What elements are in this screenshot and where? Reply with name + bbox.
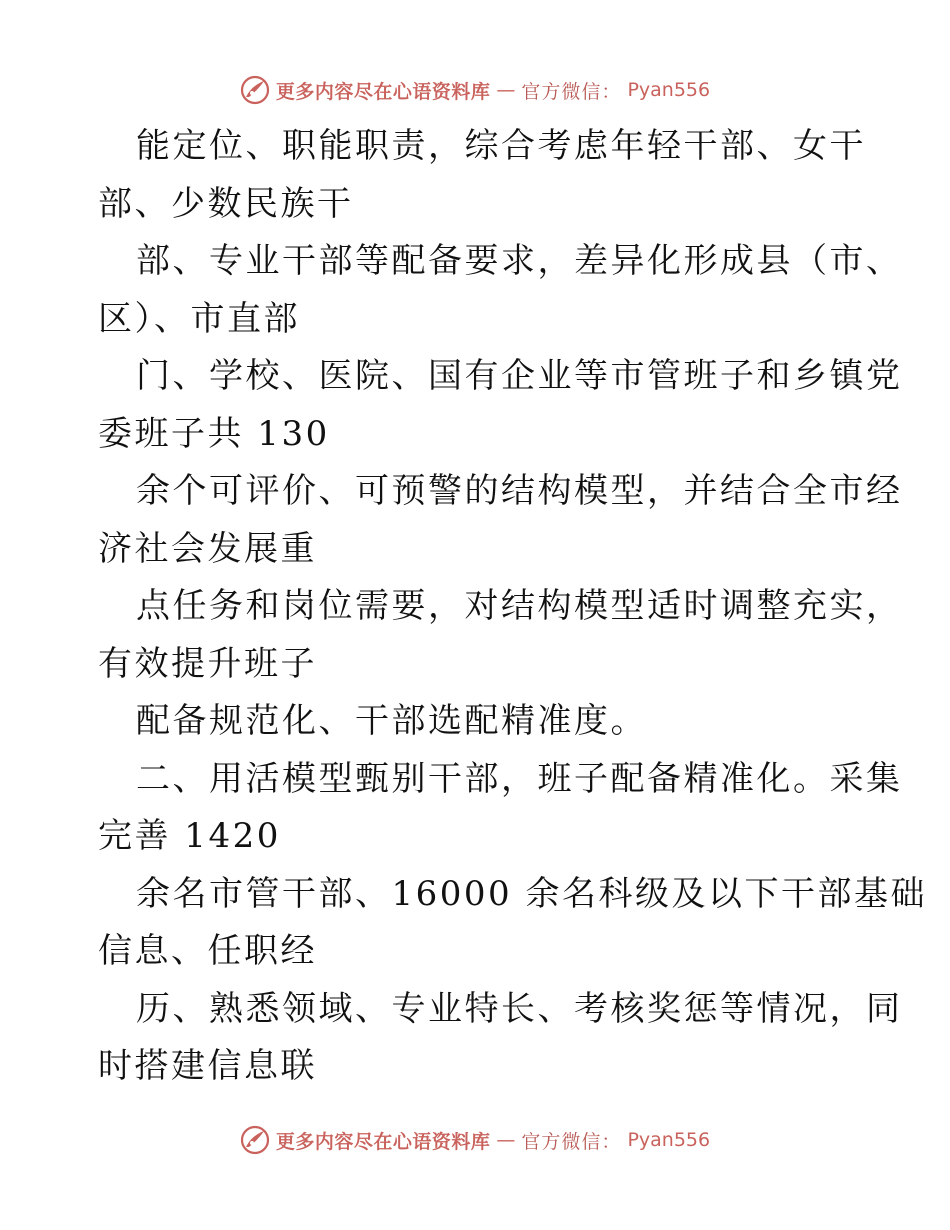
text-line: 余名市管干部、16000 余名科级及以下干部基础 [136,873,927,914]
text-line: 历、熟悉领域、专业特长、考核奖惩等情况，同 [136,988,903,1029]
document-body [98,118,927,1096]
text-line: 部、专业干部等配备要求，差异化形成县（市、 [136,241,903,281]
footer-banner [0,1120,950,1160]
text-line: 有效提升班子 [98,643,317,684]
banner-wechat-id: Pyan556 [627,79,711,101]
banner-site-text: 更多内容尽在心语资料库 [275,80,491,103]
banner-dash: — [496,79,516,101]
text-line: 信息、任职经 [98,931,317,971]
text-line: 委班子共 130 [98,413,330,454]
pen-nib-logo-icon [240,1125,270,1155]
header-banner [0,70,950,110]
text-line: 余个可评价、可预警的结构模型，并结合全市经 [136,471,903,511]
pen-nib-logo-icon [240,75,270,105]
text-line: 完善 1420 [98,816,281,856]
text-line: 部、少数民族干 [98,183,354,224]
text-line: 门、学校、医院、国有企业等市管班子和乡镇党 [136,356,903,396]
banner-wechat-id: Pyan556 [627,1129,711,1151]
banner-wechat-label: 官方微信： [521,1130,622,1153]
text-line: 能定位、职能职责，综合考虑年轻干部、女干 [136,126,866,166]
text-line: 济社会发展重 [98,528,317,569]
text-line: 时搭建信息联 [98,1046,317,1086]
text-line: 二、用活模型甄别干部，班子配备精准化。采集 [136,758,903,799]
banner-site-text: 更多内容尽在心语资料库 [275,1130,491,1153]
banner-dash: — [496,1129,516,1151]
banner-wechat-label: 官方微信： [521,80,622,103]
text-line: 配备规范化、干部选配精准度。 [136,701,647,741]
text-line: 点任务和岗位需要，对结构模型适时调整充实， [136,586,903,626]
text-line: 区）、市直部 [98,298,300,339]
